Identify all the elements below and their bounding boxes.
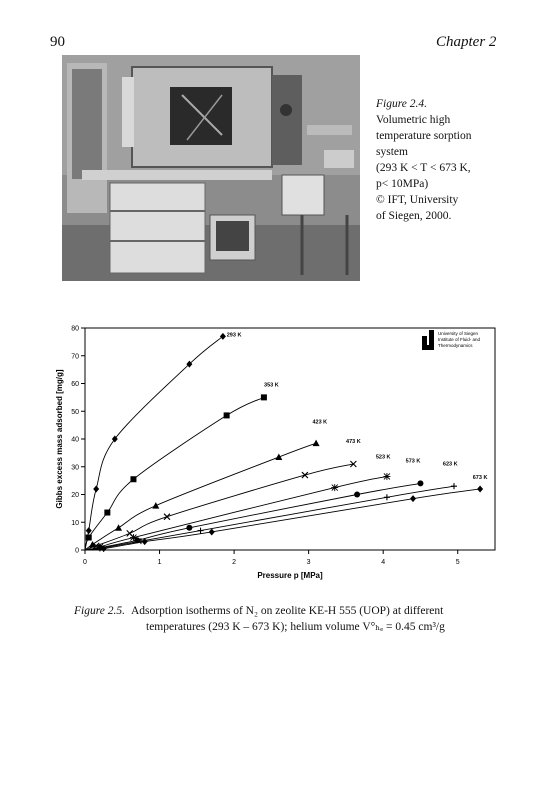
x-tick-label: 0 <box>83 559 87 566</box>
x-tick-label: 5 <box>455 559 460 566</box>
plot-frame <box>85 328 495 550</box>
caption-line: temperature sorption <box>376 130 472 142</box>
y-tick-label: 80 <box>71 325 79 333</box>
x-tick-label: 3 <box>306 559 311 566</box>
data-point <box>410 495 416 502</box>
chart-markers <box>86 333 483 552</box>
data-point <box>186 525 192 531</box>
y-tick-label: 40 <box>71 436 79 444</box>
data-point <box>451 483 457 489</box>
curve-label: 423 K <box>312 419 328 426</box>
x-tick-label: 1 <box>157 559 162 566</box>
caption-line: Adsorption isotherms of N₂ on zeolite KE-H 555 (UOP) at different <box>131 605 444 617</box>
data-point <box>220 333 226 340</box>
x-axis-label: Pressure p [MPa] <box>257 571 323 580</box>
data-point <box>224 412 230 418</box>
data-point <box>164 514 170 520</box>
data-point <box>302 472 308 478</box>
caption-line: Volumetric high <box>376 114 451 126</box>
data-point <box>313 440 320 447</box>
adsorption-isotherm-chart <box>50 318 520 590</box>
data-point <box>417 480 423 486</box>
data-point <box>383 473 390 480</box>
data-point <box>209 528 215 535</box>
data-point <box>86 527 92 534</box>
y-tick-label: 70 <box>71 353 79 361</box>
figure-2-5-label: Figure 2.5. <box>74 605 125 617</box>
y-tick-label: 50 <box>71 408 79 416</box>
caption-line: temperatures (293 K – 673 K); helium volume V°ₕₑ = 0.45 cm³/g <box>146 621 445 633</box>
data-point <box>477 485 483 492</box>
data-point <box>104 510 110 516</box>
caption-line: of Siegen, 2000. <box>376 210 452 222</box>
logo-text: Institute of Fluid- and <box>438 337 481 342</box>
caption-line: © IFT, University <box>376 194 459 206</box>
chart-curve-labels <box>227 332 488 481</box>
page-number: 90 <box>50 34 65 50</box>
curve-label: 673 K <box>472 475 488 482</box>
curve-label: 293 K <box>226 332 242 339</box>
curve-label: 353 K <box>264 382 279 389</box>
y-tick-label: 60 <box>71 381 79 388</box>
y-axis-label: Gibbs excess mass adsorbed [mg/g] <box>55 369 64 509</box>
apparatus-photo <box>62 55 360 281</box>
x-tick-label: 4 <box>381 559 386 566</box>
university-logo <box>422 330 481 350</box>
caption-line: (293 K < T < 673 K, <box>376 162 471 174</box>
data-point <box>115 524 122 531</box>
data-point <box>261 394 267 400</box>
chart-axes <box>55 326 495 581</box>
isotherm-curve <box>85 464 353 550</box>
data-point <box>384 494 390 500</box>
caption-line: system <box>376 146 408 158</box>
logo-text: Thermodynamics <box>438 343 473 348</box>
figure-2-4-label: Figure 2.4. <box>376 98 427 110</box>
isotherm-curve <box>85 336 223 550</box>
y-tick-label: 0 <box>75 547 79 555</box>
data-point <box>152 502 159 509</box>
figure-2-5-caption <box>74 603 514 635</box>
isotherm-curve <box>85 476 387 550</box>
y-tick-label: 30 <box>71 464 79 472</box>
y-tick-label: 20 <box>71 492 79 499</box>
logo-text: University of Siegen <box>438 331 479 336</box>
data-point <box>130 476 136 482</box>
curve-label: 573 K <box>405 458 421 465</box>
caption-line: p< 10MPa) <box>376 178 429 190</box>
data-point <box>86 535 92 541</box>
logo-mark-base <box>422 345 434 350</box>
isotherm-curve <box>85 486 454 550</box>
data-point <box>331 484 338 491</box>
data-point <box>275 454 282 461</box>
chart-curves <box>85 336 480 550</box>
data-point <box>134 537 140 543</box>
x-tick-label: 2 <box>232 559 237 566</box>
curve-label: 473 K <box>346 439 361 446</box>
curve-label: 623 K <box>442 461 458 468</box>
data-point <box>198 528 204 534</box>
chapter-label: Chapter 2 <box>436 34 497 50</box>
data-point <box>354 492 360 498</box>
curve-label: 523 K <box>375 454 391 461</box>
figure-2-4-caption <box>376 96 541 224</box>
data-point <box>93 485 99 492</box>
y-tick-label: 10 <box>71 519 79 527</box>
